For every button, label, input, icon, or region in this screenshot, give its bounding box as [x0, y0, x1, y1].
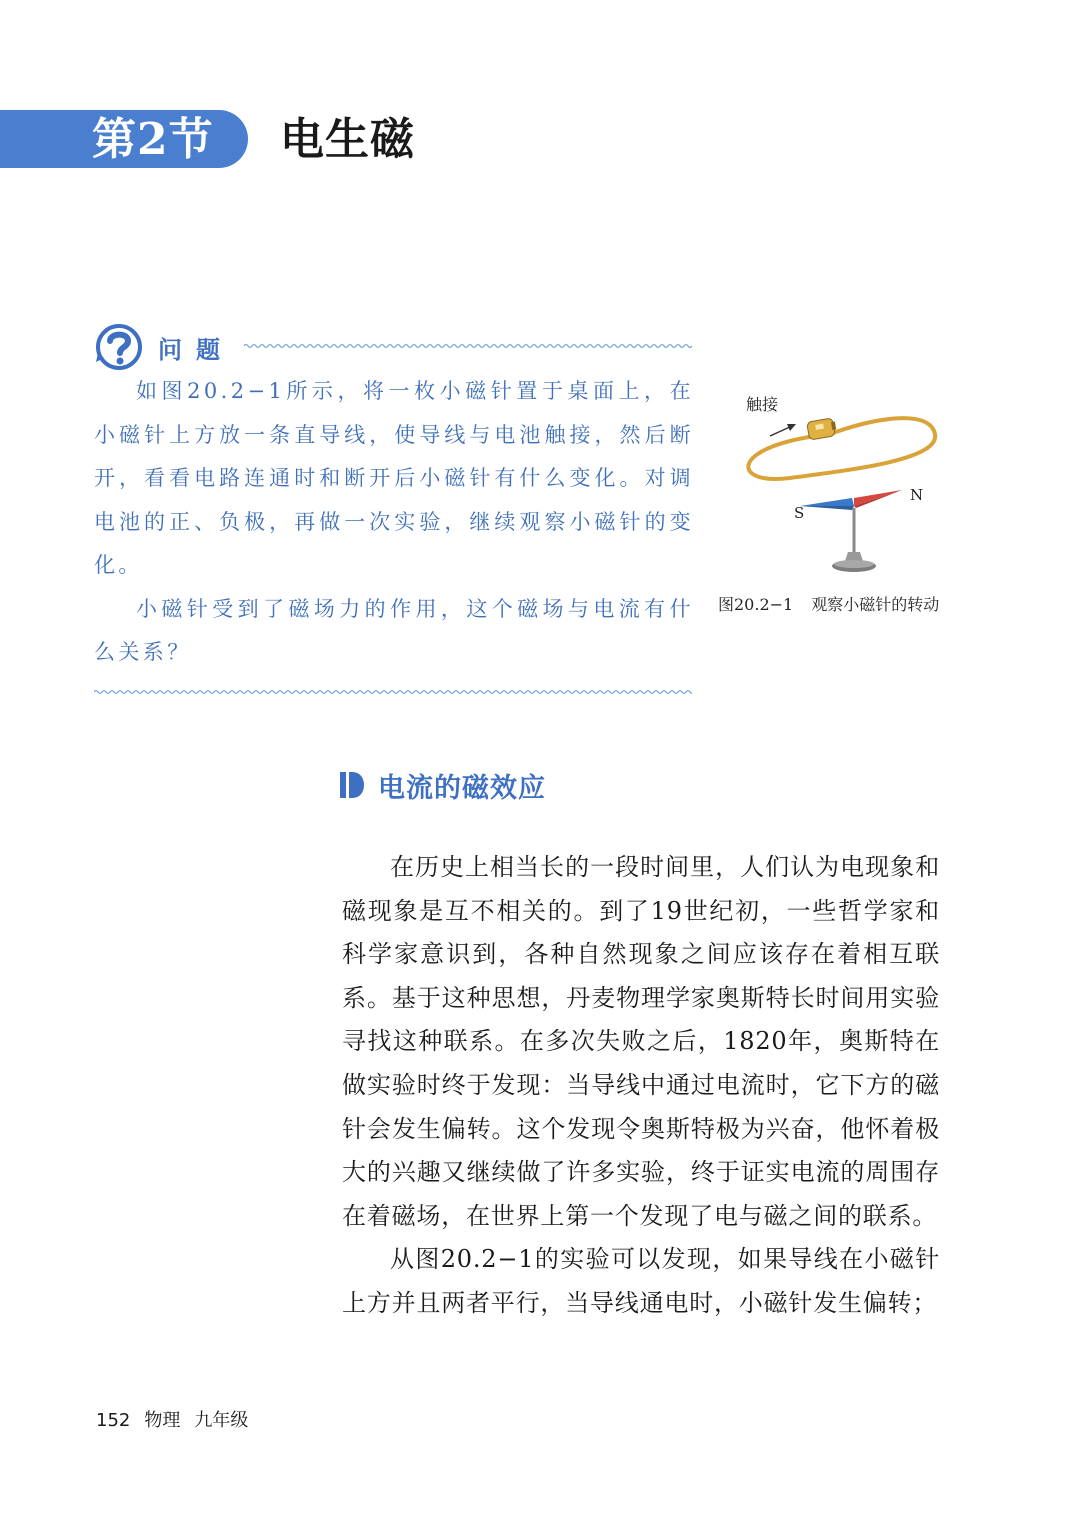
body-paragraph-1: 在历史上相当长的一段时间里，人们认为电现象和磁现象是互不相关的。到了19世纪初，一些哲学家和科学家意识到，各种自然现象之间应该存在着相互联系。基于这种思想，丹麦物理学家奥斯特长时间用实验寻找这种联系。在多次失败之后，1820年，奥斯特在做实验时终于发现：当导线中通过电流时，它下方的磁针会发生偏转。这个发现令奥斯特极为兴奋，他怀着极大的兴趣又继续做了许多实验，终于证实电流的周围存在着磁场，在世界上第一个发现了电与磁之间的联系。 [342, 853, 940, 1230]
question-label: 问题 [158, 336, 234, 364]
battery-icon [807, 418, 837, 440]
page-number: 152 [96, 1410, 131, 1431]
footer-subject: 物理 [144, 1410, 181, 1431]
section-title: 电生磁 [280, 114, 415, 165]
pole-n-label: N [910, 486, 924, 504]
page-footer [96, 1406, 262, 1432]
wavy-divider-top [244, 340, 692, 352]
body-text [342, 846, 940, 1326]
touch-label: 触接 [746, 395, 779, 414]
figure-caption [718, 592, 939, 615]
pole-s-label: S [794, 504, 805, 522]
wavy-divider-bottom [94, 686, 692, 698]
wire-loop [748, 418, 935, 479]
experiment-figure [730, 388, 970, 588]
question-mark-icon [94, 322, 144, 372]
subsection-marker-icon [340, 772, 364, 798]
touch-arrow-icon [770, 424, 796, 436]
footer-grade: 九年级 [194, 1410, 249, 1431]
figure-caption-number: 图20.2−1 [718, 595, 794, 614]
subsection-title: 电流的磁效应 [378, 773, 546, 804]
body-paragraph-2: 从图20.2−1的实验可以发现，如果导线在小磁针上方并且两者平行，当导线通电时，小磁针发生偏转； [342, 1245, 940, 1317]
question-text [94, 370, 694, 675]
question-paragraph-2: 小磁针受到了磁场力的作用，这个磁场与电流有什么关系？ [94, 596, 694, 664]
figure-caption-text: 观察小磁针的转动 [811, 595, 940, 614]
compass-stand [832, 508, 876, 572]
question-paragraph-1: 如图20.2−1所示，将一枚小磁针置于桌面上，在小磁针上方放一条直导线，使导线与电池触接，然后断开，看看电路连通时和断开后小磁针有什么变化。对调电池的正、负极，再做一次实验，继续观察小磁针的变化。 [94, 379, 694, 577]
compass-needle [800, 490, 902, 510]
section-number: 第2节 [92, 114, 214, 165]
